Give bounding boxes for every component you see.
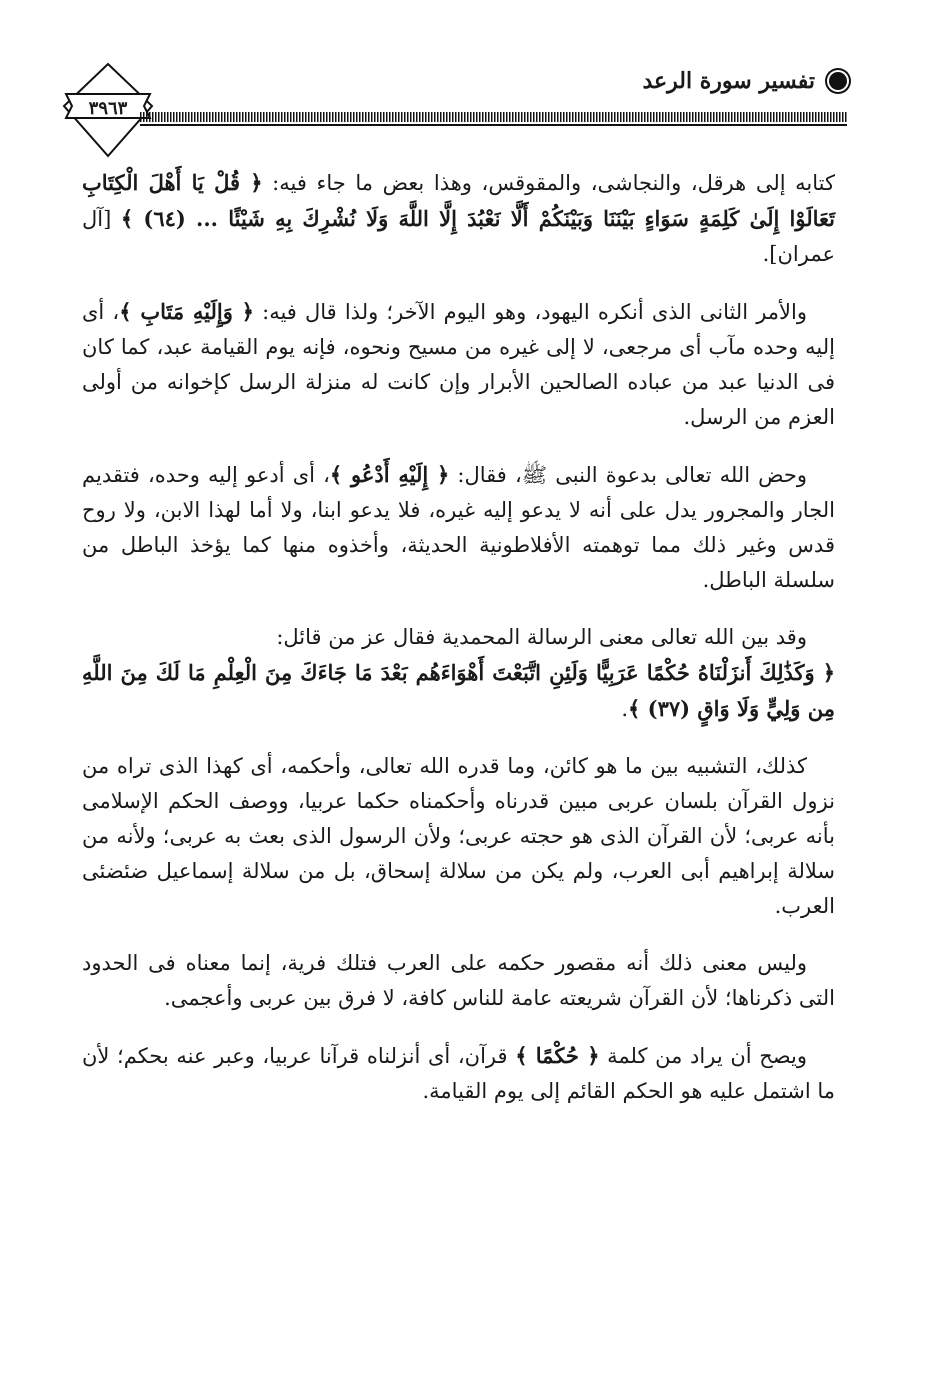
header-rule-line	[140, 124, 847, 126]
text-segment: والأمر الثانى الذى أنكره اليهود، وهو اليوم الآخر؛ ولذا قال فيه:	[253, 300, 807, 324]
paragraph	[82, 165, 835, 272]
page-header	[60, 60, 847, 140]
text-segment: كذلك، التشبيه بين ما هو كائن، وما قدره الله تعالى، وأحكمه، أى كهذا الذى تراه من نزول القرآن بلسان عربى مبين قدرناه وأحكمناه حكما عربيا، ووصف الحكم الإسلامى بأنه عربى؛ لأن القرآن الذى هو حجته عربى؛ ولأن الرسول الذى بعث به عربى؛ ولأنه من سلالة إبراهيم أبى العرب، ولم يكن من سلالة إسحاق، بل من سلالة إسماعيل ضئضئى العرب.	[82, 754, 835, 918]
text-segment: ويصح أن يراد من كلمة	[599, 1044, 807, 1068]
flower-ornament-icon	[829, 72, 847, 90]
paragraph	[82, 294, 835, 435]
page-number: ٣٩٦٣	[88, 98, 128, 119]
text-segment: وحض الله تعالى بدعوة النبى ﷺ، فقال:	[449, 463, 808, 487]
text-segment: وليس معنى ذلك أنه مقصور حكمه على العرب فتلك فرية، إنما معناه فى الحدود التى ذكرناها؛ لأن القرآن شريعته عامة للناس كافة، لا فرق بين عربى وأعجمى.	[82, 951, 835, 1010]
paragraph	[82, 1038, 835, 1109]
text-segment: ، أى إليه وحده مآب أى مرجعى، لا إلى غيره من مسيح ونحوه، فإنه يوم القيامة عبد، كما كان فى الدنيا عبد من عباده الصالحين الأبرار وإن كانت له منزلة الرسل كإخوانه من أولى العزم من الرسل.	[82, 300, 835, 429]
quran-verse: ﴿ إِلَيْهِ أَدْعُو ﴾	[329, 462, 450, 487]
running-title-text: تفسير سورة الرعد	[642, 68, 815, 94]
quran-verse: ﴿ قُلْ يَا أَهْلَ الْكِتَابِ تَعَالَوْا إِلَىٰ كَلِمَةٍ سَوَاءٍ بَيْنَنَا وَبَيْنَكُمْ أَلَّا نَعْبُدَ إِلَّا اللَّهَ وَلَا نُشْرِكَ بِهِ شَيْئًا ... (٦٤) ﴾	[82, 170, 835, 231]
text-segment: .	[621, 697, 629, 721]
paragraph	[82, 620, 835, 655]
header-rule	[140, 112, 847, 122]
paragraph	[82, 457, 835, 598]
text-segment: [آل عمران].	[82, 207, 835, 266]
text-segment: وقد بين الله تعالى معنى الرسالة المحمدية فقال عز من قائل:	[276, 625, 807, 649]
paragraph	[82, 946, 835, 1016]
quran-verse: ﴿ حُكْمًا ﴾	[515, 1043, 600, 1068]
text-segment: قرآن، أى أنزلناه قرآنا عربيا، وعبر عنه بحكم؛ لأن ما اشتمل عليه هو الحكم القائم إلى يوم القيامة.	[82, 1044, 835, 1103]
text-segment: ، أى أدعو إليه وحده، فتقديم الجار والمجرور يدل على أنه لا يدعو إليه غيره، فلا يدعو ابنا، ولا أما لهذا الابن، ولا روح قدس وغير ذلك مما توهمته الأفلاطونية الحديثة، وأخذوه منها كما يؤخذ الباطل من سلسلة الباطل.	[82, 463, 835, 592]
running-title	[642, 68, 847, 94]
quran-verse: ﴿ وَإِلَيْهِ مَتَابِ ﴾	[119, 299, 254, 324]
text-segment: كتابه إلى هرقل، والنجاشى، والمقوقس، وهذا بعض ما جاء فيه:	[262, 171, 835, 195]
quran-verse: ﴿ وَكَذَٰلِكَ أَنزَلْنَاهُ حُكْمًا عَرَبِيًّا وَلَئِنِ اتَّبَعْتَ أَهْوَاءَهُم بَعْدَ مَا جَاءَكَ مِنَ الْعِلْمِ مَا لَكَ مِنَ اللَّهِ مِن وَلِيٍّ وَلَا وَاقٍ (٣٧) ﴾	[82, 660, 835, 721]
paragraph	[82, 655, 835, 727]
paragraph	[82, 749, 835, 924]
body-text	[82, 165, 835, 1131]
